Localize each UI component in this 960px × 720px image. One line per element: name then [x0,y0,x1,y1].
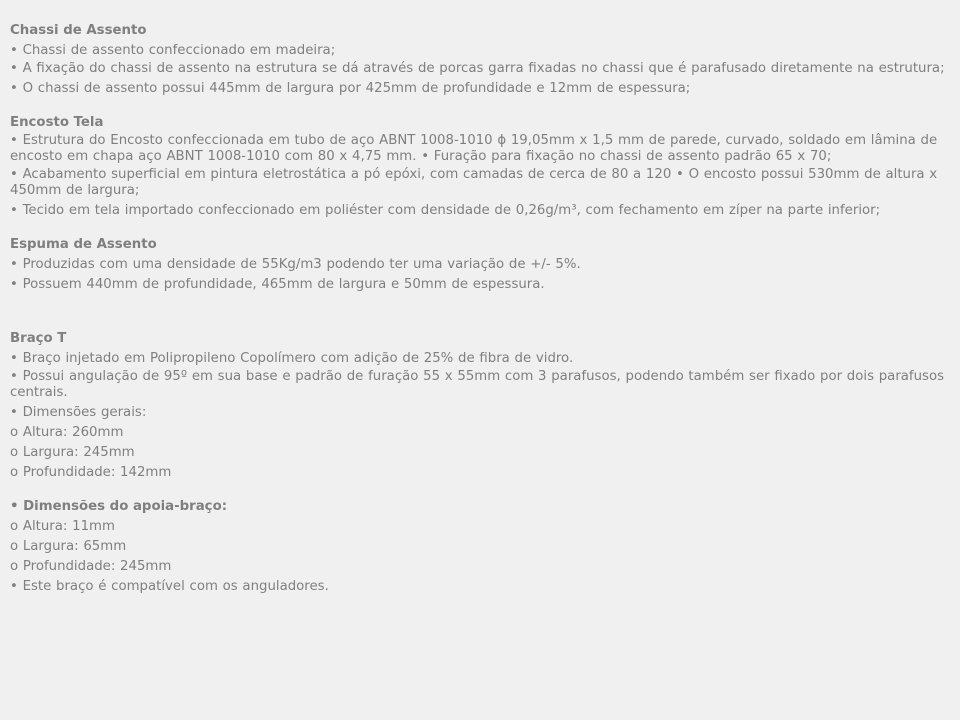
bullet-line: • Produzidas com uma densidade de 55Kg/m3 podendo ter uma variação de +/- 5%. [10,257,581,272]
sub-item-line: o Altura: 260mm [10,425,124,440]
sub-item-line: o Profundidade: 245mm [10,559,172,574]
section-heading: Espuma de Assento [10,237,157,252]
section-apoia-braco [10,497,950,597]
bullet-line: • Dimensões gerais: [10,405,147,420]
bullet-line: • Chassi de assento confeccionado em madeira; [10,43,336,58]
section-heading: Encosto Tela [10,115,104,130]
bullet-line: • Acabamento superficial em pintura eletrostática a pó epóxi, com camadas de cerca de 80 a 120 • O encosto possui 530mm de altura x 450mm de largura; [10,167,938,198]
section-chassi-assento [10,21,950,99]
sub-item-line: o Profundidade: 142mm [10,465,172,480]
section-heading: • Dimensões do apoia-braço: [10,499,228,514]
sub-item-line: o Largura: 65mm [10,539,127,554]
section-heading: Braço T [10,331,67,346]
sub-item-line: o Altura: 11mm [10,519,115,534]
bullet-line: • O chassi de assento possui 445mm de largura por 425mm de profundidade e 12mm de espessura; [10,81,691,96]
bullet-line: • Possuem 440mm de profundidade, 465mm de largura e 50mm de espessura. [10,277,545,292]
bullet-line: • Tecido em tela importado confeccionado em poliéster com densidade de 0,26g/m³, com fechamento em zíper na parte inferior; [10,203,881,218]
bullet-line: • A fixação do chassi de assento na estrutura se dá através de porcas garra fixadas no chassi que é parafusado diretamente na estrutura; [10,61,945,76]
bullet-line: • Possui angulação de 95º em sua base e padrão de furação 55 x 55mm com 3 parafusos, podendo também ser fixado por dois parafusos centrais. [10,369,945,400]
section-braco-t [10,329,950,483]
sub-item-line: o Largura: 245mm [10,445,135,460]
section-espuma-assento [10,235,950,295]
section-encosto-tela [10,113,950,221]
section-heading: Chassi de Assento [10,23,147,38]
bullet-line: • Braço injetado em Polipropileno Copolímero com adição de 25% de fibra de vidro. [10,351,574,366]
bullet-line: • Estrutura do Encosto confeccionada em tubo de aço ABNT 1008-1010 ϕ 19,05mm x 1,5 mm de parede, curvado, soldado em lâmina de encosto em chapa aço ABNT 1008-1010 com 80 x 4,75 mm. • Furação para fixação no chassi de assento padrão 65 x 70; [10,133,938,164]
bullet-line: • Este braço é compatível com os anguladores. [10,579,329,594]
